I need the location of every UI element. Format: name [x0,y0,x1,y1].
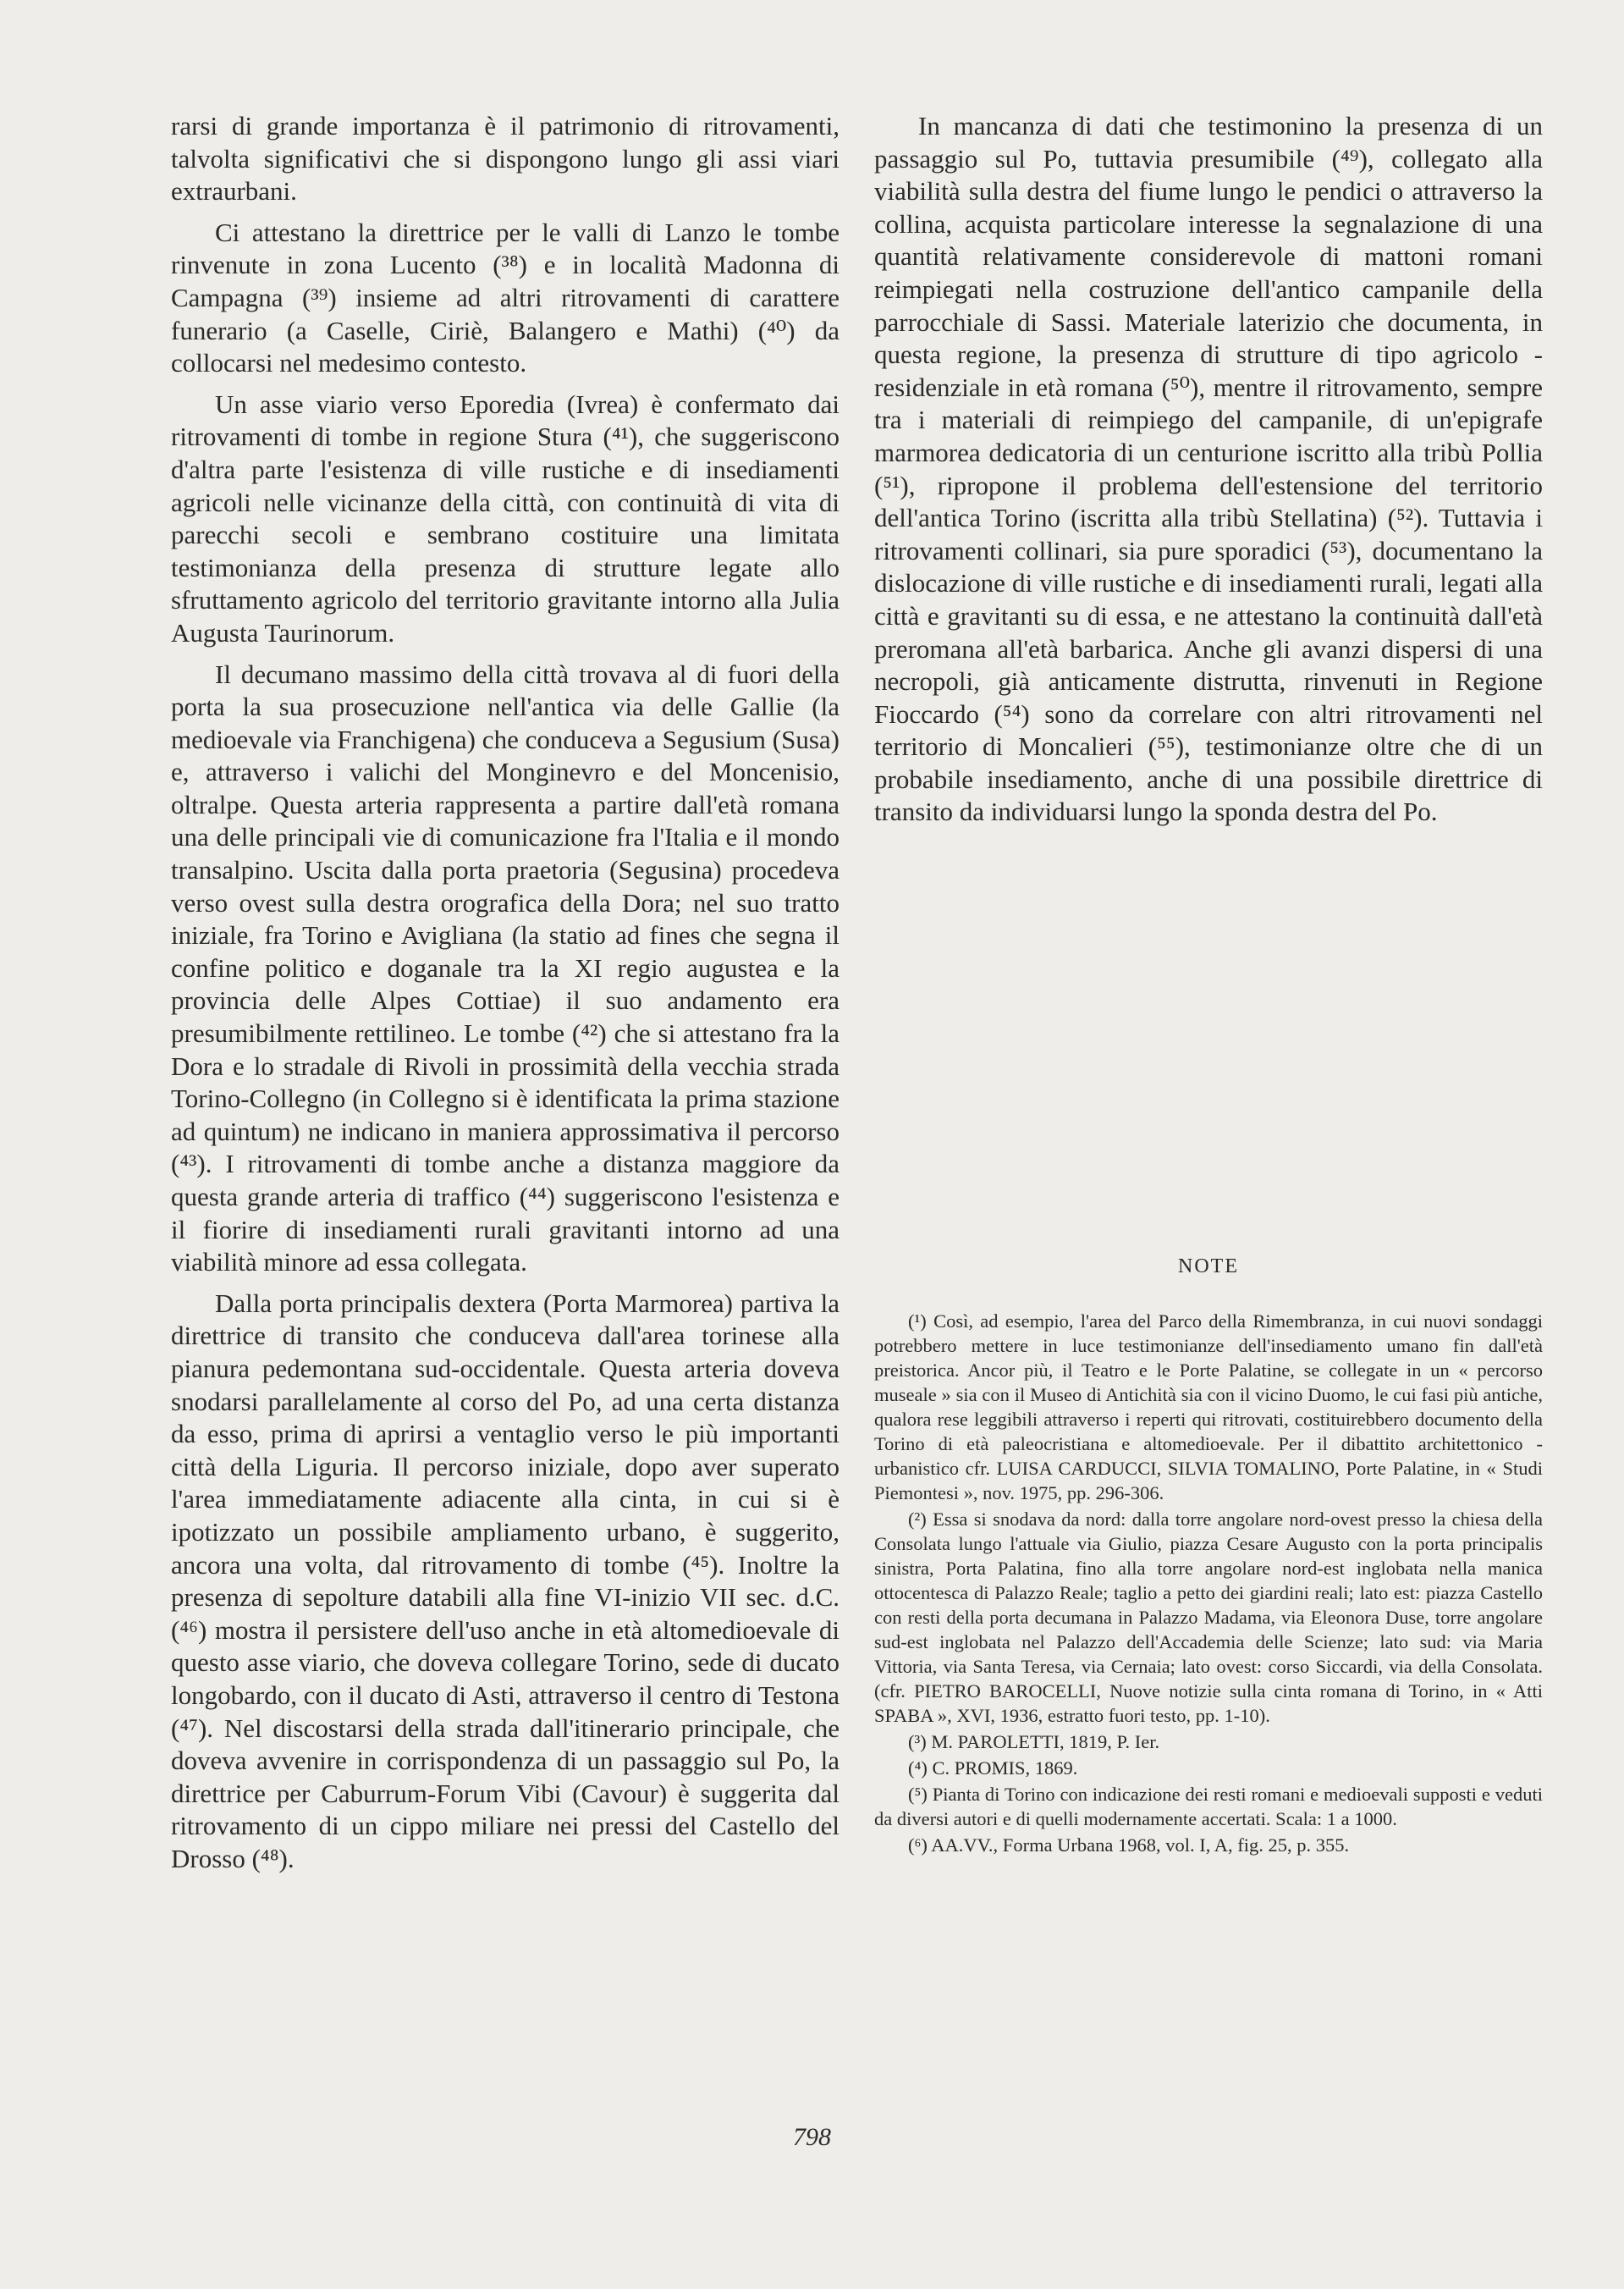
notes-heading: NOTE [1178,1255,1239,1277]
paragraph: Il decumano massimo della città trovava al di fuori della porta la sua prosecuzione nell'antica via delle Gallie (la medioevale via Franchigena) che conduceva a Segusium (Susa) e, attraverso i valichi del Monginevro e del Moncenisio, oltralpe. Questa arteria rappresenta a partire dall'età romana una delle principali vie di comunicazione fra l'Italia e il mondo transalpino. Uscita dalla porta praetoria (Segusina) procedeva verso ovest sulla destra orografica della Dora; nel suo tratto iniziale, fra Torino e Avigliana (la statio ad fines che segna il confine politico e doganale tra la XI regio augustea e la provincia delle Alpes Cottiae) il suo andamento era presumibilmente rettilineo. Le tombe (⁴²) che si attestano fra la Dora e lo stradale di Rivoli in prossimità della vecchia strada Torino-Collegno (in Collegno si è identificata la prima stazione ad quintum) ne indicano in maniera approssimativa il percorso (⁴³). I ritrovamenti di tombe anche a distanza maggiore da questa grande arteria di traffico (⁴⁴) suggeriscono l'esistenza e il fiorire di insediamenti rurali gravitanti intorno ad una viabilità minore ad essa collegata. [171,659,840,1277]
paragraph: In mancanza di dati che testimonino la presenza di un passaggio sul Po, tuttavia presumibile (⁴⁹), collegato alla viabilità sulla destra del fiume lungo le pendici o attraverso la collina, acquista particolare interesse la segnalazione di una quantità relativamente considerevole di mattoni romani reimpiegati nella costruzione dell'antico campanile della parrocchiale di Sassi. Materiale laterizio che documenta, in questa regione, la presenza di strutture di tipo agricolo - residenziale in età romana (⁵⁰), mentre il ritrovamento, sempre tra i materiali di reimpiego del campanile, di un'epigrafe marmorea dedicatoria di un centurione iscritto alla tribù Pollia (⁵¹), ripropone il problema dell'estensione del territorio dell'antica Torino (iscritta alla tribù Stellatina) (⁵²). Tuttavia i ritrovamenti collinari, sia pure sporadici (⁵³), documentano la dislocazione di ville rustiche e di insediamenti rurali, legati alla città e gravitanti su di essa, e ne attestano la continuità dall'età preromana all'età barbarica. Anche gli avanzi dispersi di una necropoli, già anticamente distrutta, rinvenuti in Regione Fioccardo (⁵⁴) sono da correlare con altri ritrovamenti nel territorio di Moncalieri (⁵⁵), testimonianze oltre che di un probabile insediamento, anche di una possibile direttrice di transito da individuarsi lungo la sponda destra del Po. [874,111,1543,827]
paragraph: Dalla porta principalis dextera (Porta Marmorea) partiva la direttrice di transito che conduceva dall'area torinese alla pianura pedemontana sud-occidentale. Questa arteria doveva snodarsi parallelamente al corso del Po, ad una certa distanza da esso, prima di aprirsi a ventaglio verso le più importanti città della Liguria. Il percorso iniziale, dopo aver superato l'area immediatamente adiacente alla cinta, in cui si è ipotizzato un possibile ampliamento urbano, è suggerito, ancora una volta, dal ritrovamento di tombe (⁴⁵). Inoltre la presenza di sepolture databili alla fine VI-inizio VII sec. d.C. (⁴⁶) mostra il persistere dell'uso anche in età altomedioevale di questo asse viario, che doveva collegare Torino, sede di ducato longobardo, con il ducato di Asti, attraverso il centro di Testona (⁴⁷). Nel discostarsi della strada dall'itinerario principale, che doveva avvenire in corrispondenza di un passaggio sul Po, la direttrice per Caburrum-Forum Vibi (Cavour) è suggerita dal ritrovamento di un cippo miliare nei pressi del Castello del Drosso (⁴⁸). [171,1288,840,1873]
footnotes [874,1309,1543,1859]
paragraph: Ci attestano la direttrice per le valli di Lanzo le tombe rinvenute in zona Lucento (³⁸) e in località Madonna di Campagna (³⁹) insieme ad altri ritrovamenti di carattere funerario (a Caselle, Ciriè, Balangero e Mathi) (⁴⁰) da collocarsi nel medesimo contesto. [171,217,840,378]
footnote: (⁵) Pianta di Torino con indicazione dei resti romani e medioevali supposti e veduti da diversi autori e di quelli modernamente accertati. Scala: 1 a 1000. [874,1784,1543,1829]
right-column [874,110,1543,837]
footnote: (³) M. PAROLETTI, 1819, P. Ier. [908,1731,1160,1752]
page-number: 798 [793,2123,831,2151]
footnote: (¹) Così, ad esempio, l'area del Parco della Rimembranza, in cui nuovi sondaggi potrebbero mettere in luce testimonianze dell'insediamento umano fin dall'età preistorica. Ancor più, il Teatro e le Porte Palatine, se collegate in un « percorso museale » sia con il Museo di Antichità sia con il vicino Duomo, le cui fasi più antiche, qualora rese leggibili attraverso i reperti qui ritrovati, costituirebbero documento della Torino di età paleocristiana e altomedioevale. Per il dibattito architettonico - urbanistico cfr. LUISA CARDUCCI, SILVIA TOMALINO, Porte Palatine, in « Studi Piemontesi », nov. 1975, pp. 296-306. [874,1310,1543,1503]
footnote: (⁶) AA.VV., Forma Urbana 1968, vol. I, A, fig. 25, p. 355. [908,1834,1350,1856]
footnote: (⁴) C. PROMIS, 1869. [908,1757,1078,1779]
paragraph: Un asse viario verso Eporedia (Ivrea) è confermato dai ritrovamenti di tombe in regione Stura (⁴¹), che suggeriscono d'altra parte l'esistenza di ville rustiche e di insediamenti agricoli nelle vicinanze della città, con continuità di vita di parecchi secoli e sembrano costituire una limitata testimonianza della presenza di strutture legate allo sfruttamento agricolo del territorio gravitante intorno alla Julia Augusta Taurinorum. [171,389,840,648]
paragraph: rarsi di grande importanza è il patrimonio di ritrovamenti, talvolta significativi che si dispongono lungo gli assi viari extraurbani. [171,111,840,207]
footnote: (²) Essa si snodava da nord: dalla torre angolare nord-ovest presso la chiesa della Consolata lungo l'attuale via Giulio, piazza Cesare Augusto con la porta principalis sinistra, Porta Palatina, fino alla torre angolare nord-est inglobata nella manica ottocentesca di Palazzo Reale; taglio a petto dei giardini reali; lato est: piazza Castello con resti della porta decumana in Palazzo Madama, via Eleonora Duse, torre angolare sud-est inglobata nel Palazzo dell'Accademia delle Scienze; lato sud: via Maria Vittoria, via Santa Teresa, via Cernaia; lato ovest: corso Siccardi, via della Consolata. (cfr. PIETRO BAROCELLI, Nuove notizie sulla cinta romana di Torino, in « Atti SPABA », XVI, 1936, estratto fuori testo, pp. 1-10). [874,1509,1543,1726]
left-column [171,110,840,1884]
